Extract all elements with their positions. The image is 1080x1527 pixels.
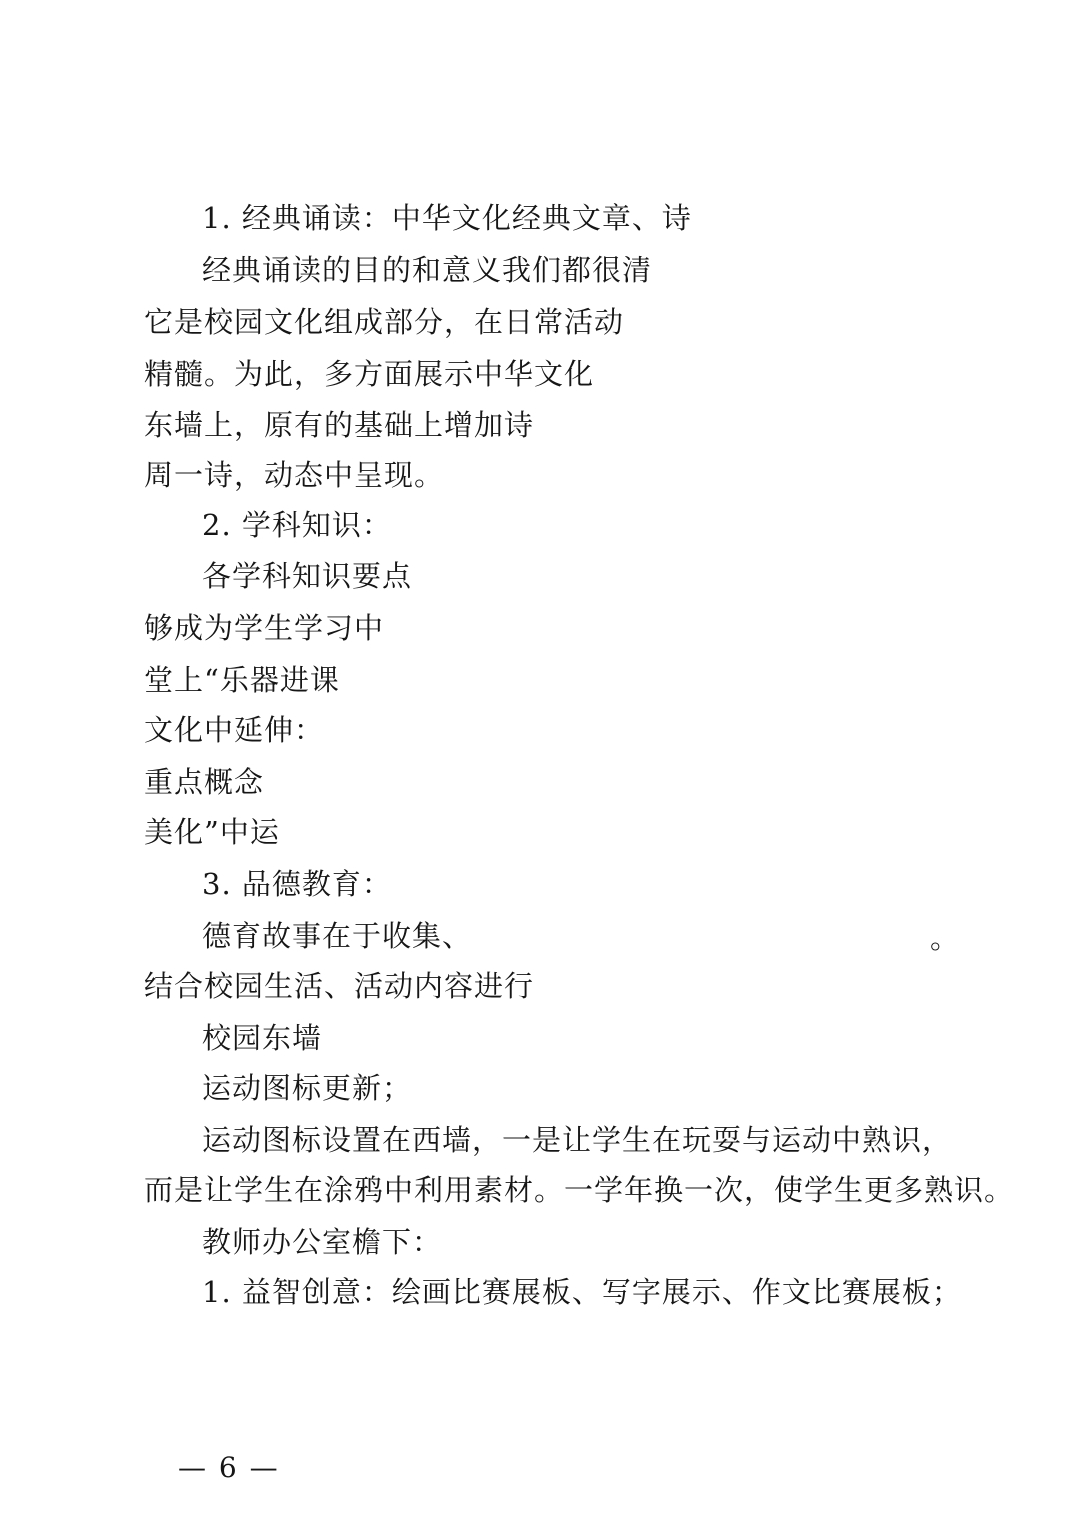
paragraph-line-15: 德育故事在于收集、 xyxy=(202,919,473,953)
paragraph-line-16: 结合校园生活、活动内容进行 xyxy=(144,969,535,1003)
paragraph-line-18: 运动图标更新； xyxy=(202,1071,413,1105)
trailing-punctuation: 。 xyxy=(930,921,960,955)
paragraph-line-20: 而是让学生在涂鸦中利用素材。一学年换一次，使学生更多熟识。 xyxy=(144,1173,1015,1207)
paragraph-line-8: 各学科知识要点 xyxy=(202,559,413,593)
paragraph-line-12: 重点概念 xyxy=(144,765,265,799)
paragraph-line-13: 美化”中运 xyxy=(144,815,280,849)
paragraph-line-10: 堂上“乐器进课 xyxy=(144,663,340,697)
section-heading-subject-knowledge: 2. 学科知识： xyxy=(202,508,392,542)
paragraph-line-21: 教师办公室檐下： xyxy=(202,1225,443,1259)
paragraph-line-19: 运动图标设置在西墙，一是让学生在玩耍与运动中熟识， xyxy=(202,1123,953,1157)
paragraph-line-22: 1. 益智创意：绘画比赛展板、写字展示、作文比赛展板； xyxy=(202,1275,962,1309)
paragraph-line-5: 东墙上，原有的基础上增加诗 xyxy=(144,408,535,442)
section-heading-moral-education: 3. 品德教育： xyxy=(202,867,392,901)
paragraph-line-17: 校园东墙 xyxy=(202,1021,323,1055)
paragraph-line-4: 精髓。为此，多方面展示中华文化 xyxy=(144,357,595,391)
paragraph-line-9: 够成为学生学习中 xyxy=(144,611,385,645)
page-number: — 6 — xyxy=(178,1451,280,1484)
paragraph-line-3: 它是校园文化组成部分，在日常活动 xyxy=(144,305,625,339)
paragraph-line-2: 经典诵读的目的和意义我们都很清 xyxy=(202,253,653,287)
paragraph-line-6: 周一诗，动态中呈现。 xyxy=(144,458,445,492)
paragraph-line-1: 1. 经典诵读：中华文化经典文章、诗 xyxy=(202,201,692,235)
paragraph-line-11: 文化中延伸： xyxy=(144,713,325,747)
